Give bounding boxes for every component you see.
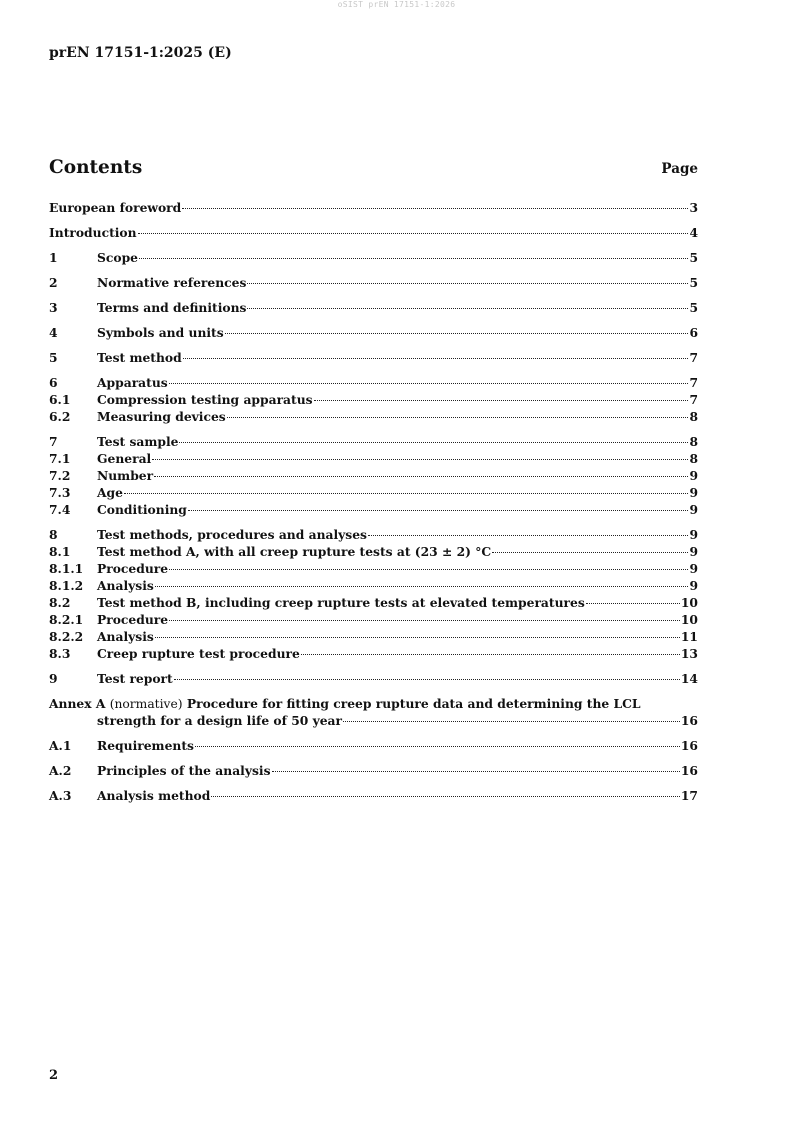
toc-entry-page: 8 xyxy=(689,409,698,424)
toc-entry[interactable] xyxy=(49,374,698,391)
toc-entry[interactable] xyxy=(49,391,698,408)
toc-entry-number: 4 xyxy=(49,325,58,340)
toc-entry-page: 3 xyxy=(689,200,698,215)
toc-entry-number: A.2 xyxy=(49,763,72,778)
toc-entry[interactable] xyxy=(49,433,698,450)
toc-entry[interactable] xyxy=(49,274,698,291)
toc-entry-number: 6.1 xyxy=(49,392,71,407)
dot-leader xyxy=(155,586,689,587)
toc-entry-title: Number xyxy=(97,468,154,483)
toc-entry-page: 9 xyxy=(689,502,698,517)
toc-entry-page: 17 xyxy=(680,788,698,803)
toc-entry-page: 13 xyxy=(680,646,698,661)
dot-leader xyxy=(179,442,688,443)
toc-entry-page: 9 xyxy=(689,544,698,559)
toc-entry[interactable] xyxy=(49,501,698,518)
toc-entry[interactable] xyxy=(49,249,698,266)
toc-entry-number: 8.2.1 xyxy=(49,612,84,627)
toc-entry-number: 6.2 xyxy=(49,409,71,424)
dot-leader xyxy=(174,679,680,680)
toc-entry-number: 7.2 xyxy=(49,468,71,483)
dot-leader xyxy=(155,637,680,638)
toc-entry-number: 7 xyxy=(49,434,58,449)
annex-title-line2: strength for a design life of 50 year xyxy=(97,713,343,728)
toc-entry-number: 8.2 xyxy=(49,595,71,610)
dot-leader xyxy=(247,283,688,284)
toc-entry[interactable] xyxy=(49,408,698,425)
toc-entry-page: 10 xyxy=(680,595,698,610)
dot-leader xyxy=(314,400,689,401)
toc-entry-title: Introduction xyxy=(49,225,137,240)
toc-entry-title: Test method B, including creep rupture tests at elevated temperatures xyxy=(97,595,585,610)
toc-entry-title: Test method A, with all creep rupture tests at (23 ± 2) °C xyxy=(97,544,492,559)
dot-leader xyxy=(154,476,688,477)
toc-entry-page: 14 xyxy=(680,671,698,686)
dot-leader xyxy=(182,208,688,209)
annex-title-line1: Procedure for fitting creep rupture data and determining the LCL xyxy=(186,696,641,711)
toc-entry-number: 6 xyxy=(49,375,58,390)
dot-leader xyxy=(152,459,688,460)
toc-entry[interactable] xyxy=(49,762,698,779)
dot-leader xyxy=(139,258,688,259)
toc-entry[interactable] xyxy=(49,526,698,543)
dot-leader xyxy=(124,493,688,494)
toc-entry-number: A.3 xyxy=(49,788,72,803)
watermark: oSIST prEN 17151-1:2026 xyxy=(337,0,456,9)
toc-entry-page: 16 xyxy=(680,738,698,753)
toc-entry-number: 7.3 xyxy=(49,485,71,500)
document-id: prEN 17151-1:2025 (E) xyxy=(49,45,232,61)
toc-entry-page: 8 xyxy=(689,451,698,466)
toc-entry-title: Age xyxy=(97,485,123,500)
toc-entry-page: 16 xyxy=(680,763,698,778)
annex-label: Annex A xyxy=(49,696,106,711)
dot-leader xyxy=(343,721,680,722)
toc-entry-title: Requirements xyxy=(97,738,194,753)
toc-entry-number: A.1 xyxy=(49,738,72,753)
toc-entry-title: European foreword xyxy=(49,200,182,215)
dot-leader xyxy=(586,603,680,604)
toc-entry-number: 1 xyxy=(49,250,58,265)
toc-entry[interactable] xyxy=(49,349,698,366)
dot-leader xyxy=(169,383,689,384)
toc-entry-page: 4 xyxy=(689,225,698,240)
dot-leader xyxy=(211,796,680,797)
toc-entry-page: 10 xyxy=(680,612,698,627)
toc-entry-page: 9 xyxy=(689,468,698,483)
toc-entry-title: Apparatus xyxy=(97,375,168,390)
toc-entry[interactable] xyxy=(49,645,698,662)
toc-entry-title: Compression testing apparatus xyxy=(97,392,313,407)
page-column-heading: Page xyxy=(661,161,698,177)
toc-entry-page: 6 xyxy=(689,325,698,340)
toc-entry[interactable] xyxy=(49,484,698,501)
contents-title: Contents xyxy=(49,157,143,178)
toc-entry-page: 7 xyxy=(689,392,698,407)
annex-page: 16 xyxy=(680,713,698,728)
toc-entry-title: Procedure xyxy=(97,561,169,576)
toc-entry-title: Test methods, procedures and analyses xyxy=(97,527,367,542)
dot-leader xyxy=(301,654,680,655)
toc-entry-number: 5 xyxy=(49,350,58,365)
toc-entry-title: Creep rupture test procedure xyxy=(97,646,300,661)
dot-leader xyxy=(169,620,680,621)
toc-entry[interactable] xyxy=(49,628,698,645)
toc-entry[interactable] xyxy=(49,737,698,754)
dot-leader xyxy=(169,569,688,570)
toc-annex-list xyxy=(49,737,698,804)
toc-entry[interactable] xyxy=(49,450,698,467)
dot-leader xyxy=(227,417,689,418)
toc-entry-number: 8.2.2 xyxy=(49,629,84,644)
toc-entry-number: 7.4 xyxy=(49,502,71,517)
toc-entry-title: Procedure xyxy=(97,612,169,627)
toc-entry-title: Analysis xyxy=(97,578,154,593)
table-of-contents xyxy=(49,199,698,804)
toc-entry-title: Test sample xyxy=(97,434,179,449)
dot-leader xyxy=(183,358,689,359)
toc-entry-title: Test method xyxy=(97,350,182,365)
toc-entry-title: General xyxy=(97,451,152,466)
toc-entry-number: 8.1.2 xyxy=(49,578,84,593)
toc-entry[interactable] xyxy=(49,594,698,611)
toc-entry-title: Normative references xyxy=(97,275,247,290)
toc-entry-title: Measuring devices xyxy=(97,409,226,424)
toc-entry-title: Test report xyxy=(97,671,173,686)
toc-entry[interactable] xyxy=(49,199,698,216)
toc-entry[interactable] xyxy=(49,224,698,241)
toc-entry[interactable] xyxy=(49,299,698,316)
toc-entry[interactable] xyxy=(49,670,698,687)
footer-page-number: 2 xyxy=(49,1068,59,1083)
dot-leader xyxy=(225,333,689,334)
toc-entry-page: 11 xyxy=(680,629,698,644)
toc-entry-title: Scope xyxy=(97,250,138,265)
toc-entry[interactable] xyxy=(49,324,698,341)
dot-leader xyxy=(188,510,689,511)
toc-entry-number: 8.1 xyxy=(49,544,71,559)
toc-entry[interactable] xyxy=(49,787,698,804)
toc-entry-page: 5 xyxy=(689,300,698,315)
toc-main-list xyxy=(49,199,698,687)
toc-entry-page: 9 xyxy=(689,578,698,593)
toc-entry-number: 8 xyxy=(49,527,58,542)
dot-leader xyxy=(195,746,680,747)
toc-entry-title: Terms and definitions xyxy=(97,300,247,315)
toc-entry-page: 9 xyxy=(689,527,698,542)
dot-leader xyxy=(368,535,688,536)
toc-entry-page: 8 xyxy=(689,434,698,449)
dot-leader xyxy=(247,308,688,309)
toc-entry-title: Analysis xyxy=(97,629,154,644)
toc-entry-page: 7 xyxy=(689,350,698,365)
toc-entry-title: Conditioning xyxy=(97,502,187,517)
toc-entry[interactable] xyxy=(49,560,698,577)
toc-entry-title: Principles of the analysis xyxy=(97,763,271,778)
toc-entry-number: 9 xyxy=(49,671,58,686)
dot-leader xyxy=(272,771,680,772)
toc-entry[interactable] xyxy=(49,467,698,484)
toc-annex-entry[interactable] xyxy=(49,695,698,729)
toc-entry[interactable] xyxy=(49,577,698,594)
dot-leader xyxy=(138,233,689,234)
toc-entry[interactable] xyxy=(49,543,698,560)
toc-entry-number: 8.3 xyxy=(49,646,71,661)
toc-entry[interactable] xyxy=(49,611,698,628)
toc-entry-page: 7 xyxy=(689,375,698,390)
toc-entry-page: 5 xyxy=(689,250,698,265)
toc-entry-page: 9 xyxy=(689,485,698,500)
toc-entry-number: 2 xyxy=(49,275,58,290)
toc-entry-title: Symbols and units xyxy=(97,325,224,340)
toc-entry-page: 9 xyxy=(689,561,698,576)
toc-entry-number: 7.1 xyxy=(49,451,71,466)
toc-entry-number: 3 xyxy=(49,300,58,315)
annex-normative: (normative) xyxy=(109,697,183,711)
dot-leader xyxy=(492,552,688,553)
toc-entry-number: 8.1.1 xyxy=(49,561,84,576)
toc-entry-title: Analysis method xyxy=(97,788,211,803)
toc-entry-page: 5 xyxy=(689,275,698,290)
